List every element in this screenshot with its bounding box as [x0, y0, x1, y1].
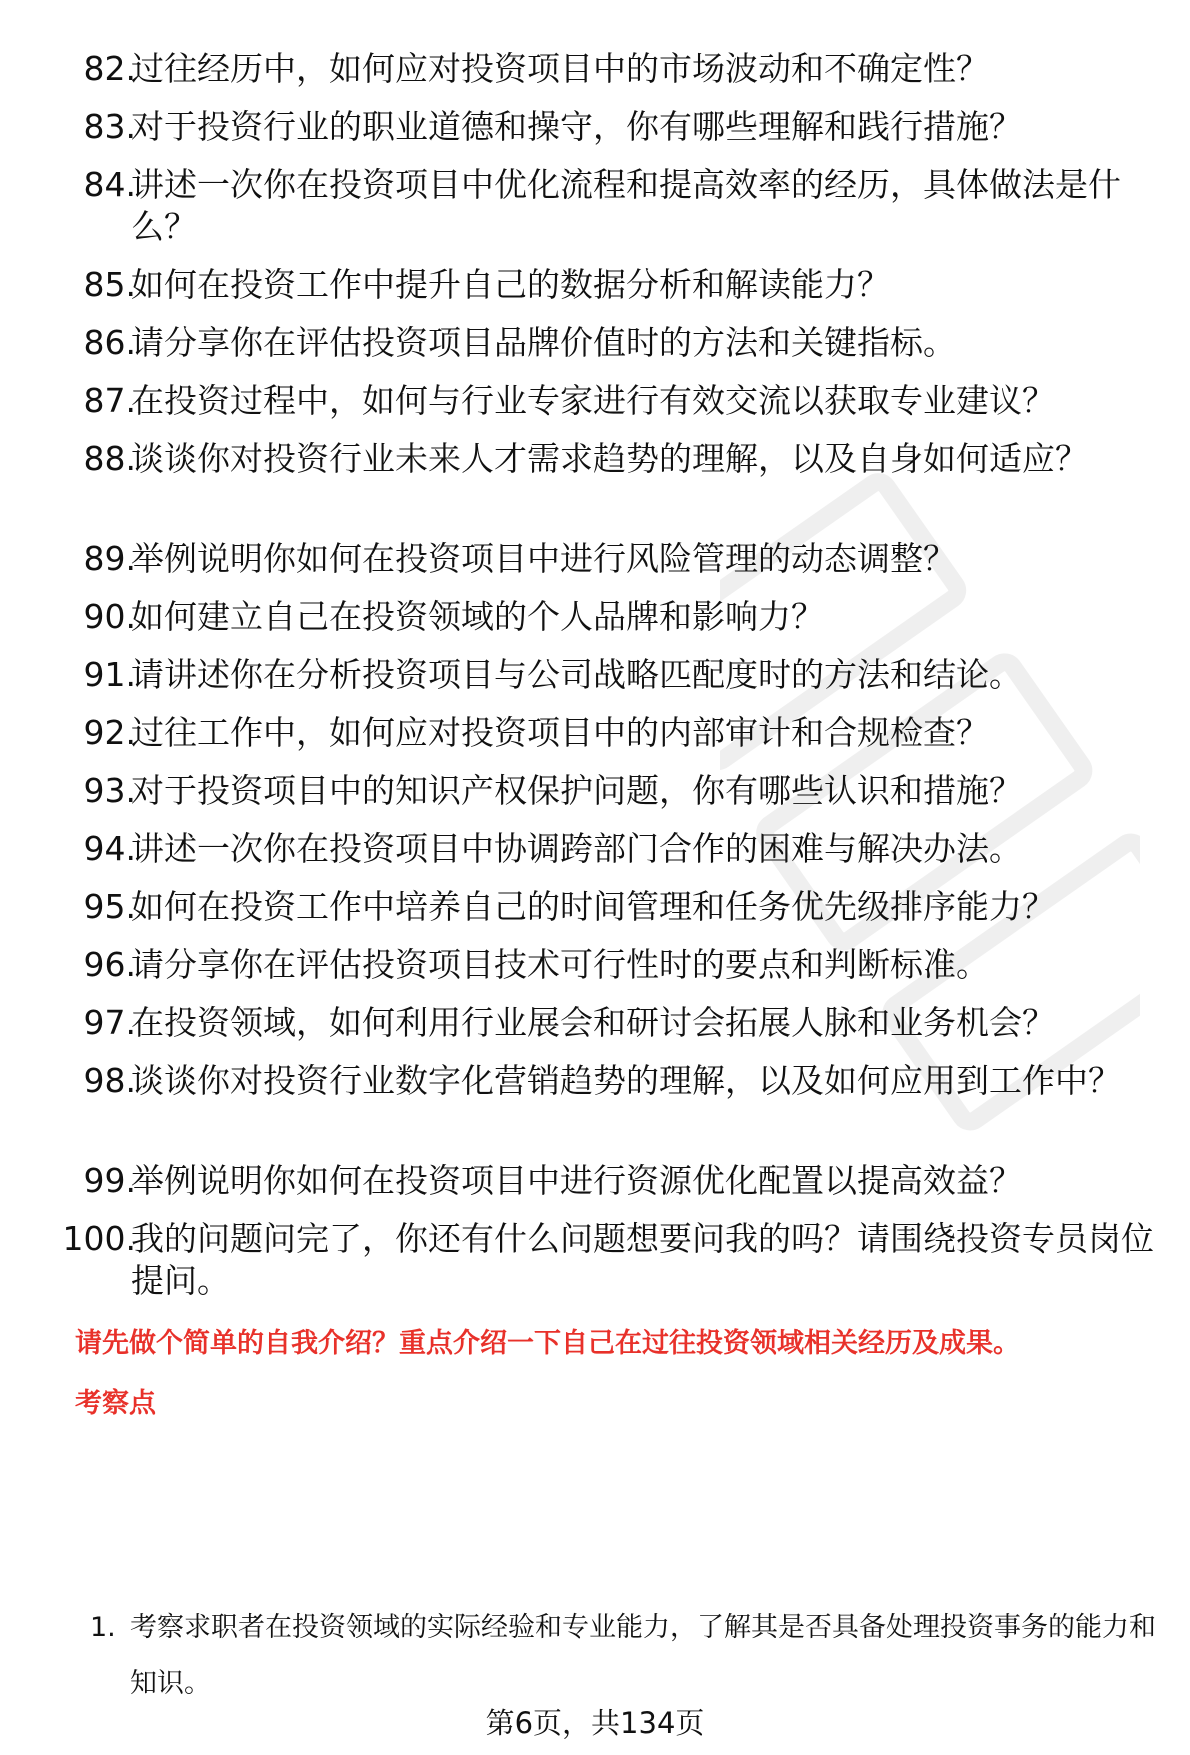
question-text: 如何在投资工作中提升自己的数据分析和解读能力？	[131, 265, 890, 304]
question-number: 91.	[83, 655, 136, 694]
question-number: 86.	[83, 323, 136, 362]
question-text: 请分享你在评估投资项目技术可行性时的要点和判断标准。	[131, 945, 989, 984]
question-text: 在投资过程中，如何与行业专家进行有效交流以获取专业建议？	[131, 381, 1055, 420]
question-number: 95.	[83, 887, 136, 926]
question-text: 谈谈你对投资行业未来人才需求趋势的理解，以及自身如何适应？	[131, 439, 1088, 478]
question-text: 过往工作中，如何应对投资项目中的内部审计和合规检查？	[131, 713, 989, 752]
highlight-question: 请先做个简单的自我介绍？重点介绍一下自己在过往投资领域相关经历及成果。	[75, 1328, 1020, 1359]
question-number: 96.	[83, 945, 136, 984]
question-text: 谈谈你对投资行业数字化营销趋势的理解，以及如何应用到工作中？	[131, 1061, 1121, 1100]
question-number: 87.	[83, 381, 136, 420]
point-text: 考察求职者在投资领域的实际经验和专业能力，了解其是否具备处理投资事务的能力和知识。	[130, 1612, 1156, 1699]
question-number: 99.	[83, 1161, 136, 1200]
question-number: 98.	[83, 1061, 136, 1100]
question-number: 85.	[83, 265, 136, 304]
question-number: 89.	[83, 539, 136, 578]
point-number: 1.	[90, 1612, 116, 1643]
question-number: 83.	[83, 107, 136, 146]
question-text: 讲述一次你在投资项目中优化流程和提高效率的经历，具体做法是什么？	[131, 165, 1121, 246]
question-number: 88.	[83, 439, 136, 478]
question-text: 对于投资项目中的知识产权保护问题，你有哪些认识和措施？	[131, 771, 1022, 810]
question-text: 在投资领域，如何利用行业展会和研讨会拓展人脉和业务机会？	[131, 1003, 1055, 1042]
question-text: 讲述一次你在投资项目中协调跨部门合作的困难与解决办法。	[131, 829, 1022, 868]
question-number: 93.	[83, 771, 136, 810]
question-number: 82.	[83, 49, 136, 88]
question-text: 如何在投资工作中培养自己的时间管理和任务优先级排序能力？	[131, 887, 1055, 926]
question-text: 我的问题问完了，你还有什么问题想要问我的吗？请围绕投资专员岗位提问。	[131, 1219, 1154, 1300]
question-number: 90.	[83, 597, 136, 636]
section-label: 考察点	[75, 1388, 156, 1419]
question-number: 97.	[83, 1003, 136, 1042]
page-footer: 第6页，共134页	[485, 1706, 705, 1740]
question-number: 100.	[62, 1219, 136, 1258]
question-text: 举例说明你如何在投资项目中进行资源优化配置以提高效益？	[131, 1161, 1022, 1200]
question-text: 请讲述你在分析投资项目与公司战略匹配度时的方法和结论。	[131, 655, 1022, 694]
question-text: 过往经历中，如何应对投资项目中的市场波动和不确定性？	[131, 49, 989, 88]
question-number: 92.	[83, 713, 136, 752]
question-text: 如何建立自己在投资领域的个人品牌和影响力？	[131, 597, 824, 636]
question-number: 84.	[83, 165, 136, 204]
question-number: 94.	[83, 829, 136, 868]
question-text: 对于投资行业的职业道德和操守，你有哪些理解和践行措施？	[131, 107, 1022, 146]
question-text: 举例说明你如何在投资项目中进行风险管理的动态调整？	[131, 539, 956, 578]
question-text: 请分享你在评估投资项目品牌价值时的方法和关键指标。	[131, 323, 956, 362]
